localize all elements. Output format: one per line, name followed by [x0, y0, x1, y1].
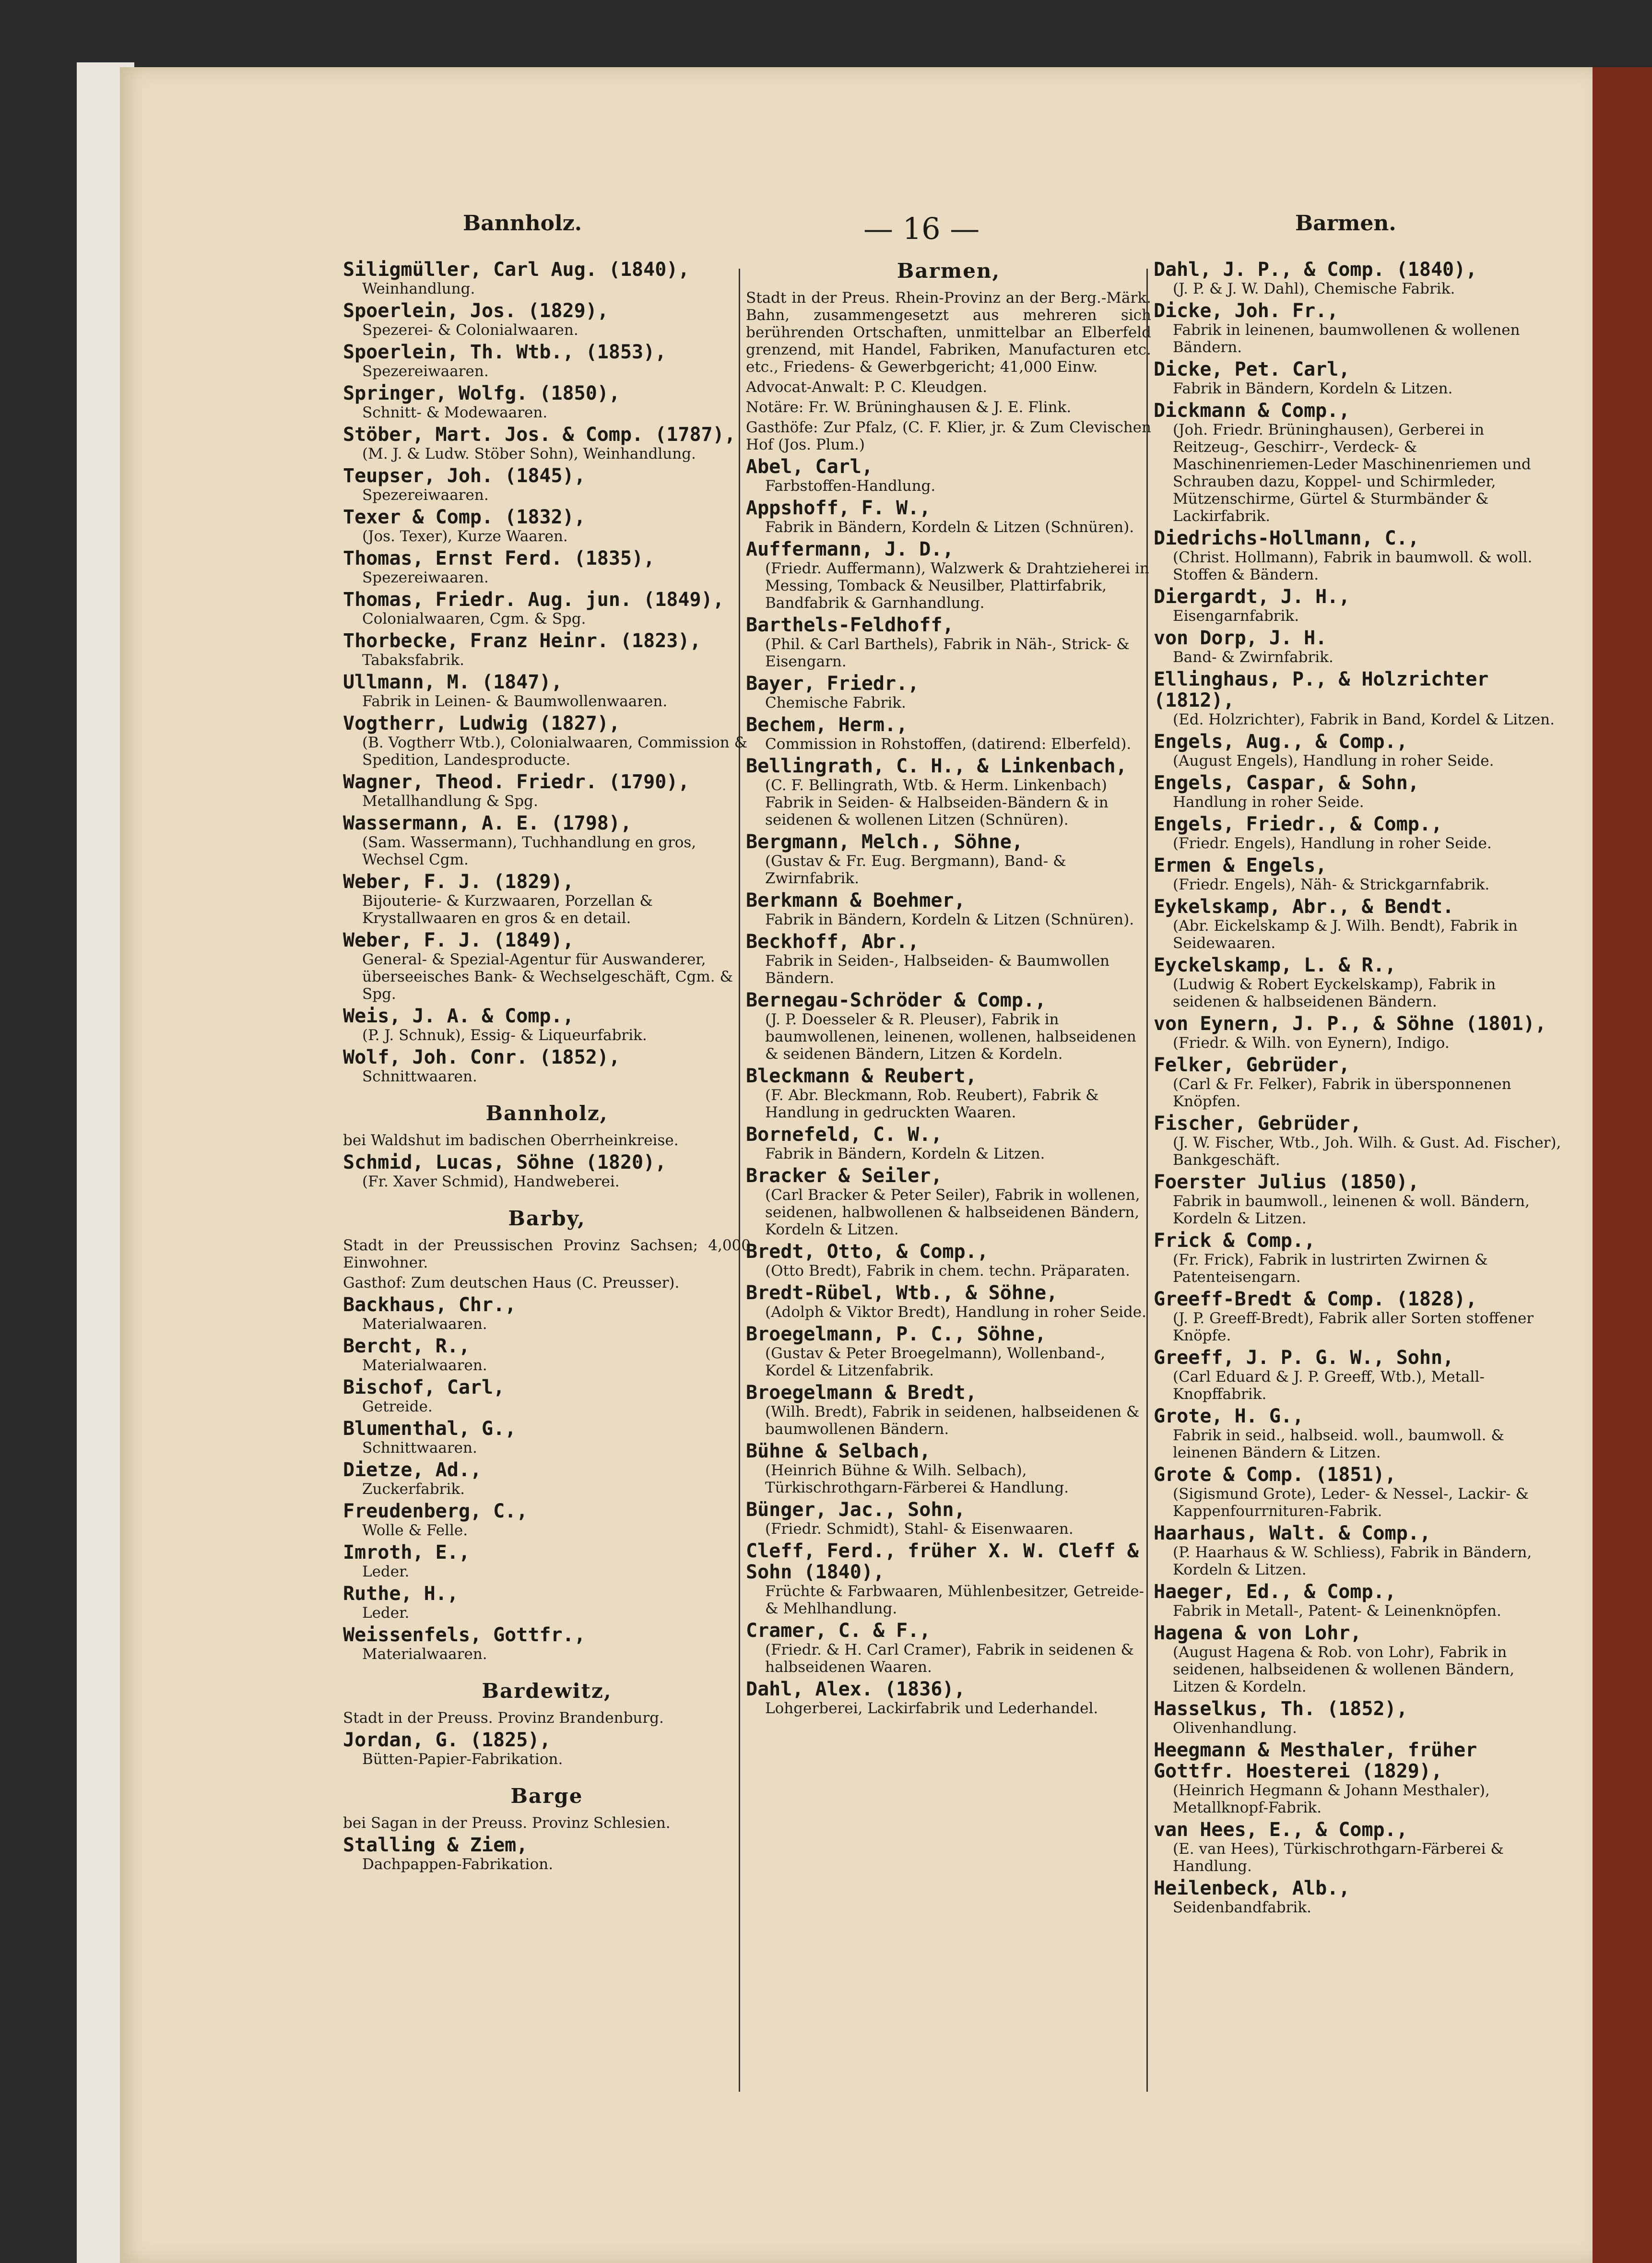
entry-description: (Carl Bracker & Peter Seiler), Fabrik in wollenen, seidenen, halbwollenen & halbseidenen Bändern, Kordeln & Litzen.	[765, 1186, 1140, 1238]
entry-description: Schnittwaaren.	[362, 1439, 477, 1457]
directory-entry	[1154, 1054, 1561, 1110]
entry-description: Wolle & Felle.	[362, 1522, 468, 1539]
entry-description: Materialwaaren.	[362, 1646, 487, 1663]
entry-name: Eyckelskamp, L. & R.,	[1154, 954, 1396, 976]
entry-name: Bergmann, Melch., Söhne,	[746, 831, 1023, 853]
entry-name: Ermen & Engels,	[1154, 854, 1327, 877]
directory-entry	[1154, 1406, 1561, 1461]
entry-name: Foerster Julius (1850),	[1154, 1171, 1419, 1193]
directory-entry	[746, 1324, 1151, 1379]
entry-name: Diergardt, J. H.,	[1154, 586, 1350, 608]
entry-description: (Christ. Hollmann), Fabrik in baumwoll. & woll. Stoffen & Bändern.	[1173, 549, 1533, 583]
entry-name: Thorbecke, Franz Heinr. (1823),	[343, 630, 701, 652]
entry-description: (F. Abr. Bleckmann, Rob. Reubert), Fabrik & Handlung in gedruckten Waaren.	[765, 1087, 1099, 1121]
entry-name: Weber, F. J. (1849),	[343, 929, 574, 951]
directory-entry	[746, 1540, 1151, 1617]
entry-name: Vogtherr, Ludwig (1827),	[343, 712, 620, 735]
entry-name: Stalling & Ziem,	[343, 1834, 528, 1856]
entry-description: Spezereiwaaren.	[362, 363, 489, 380]
entry-name: Bischof, Carl,	[343, 1376, 505, 1398]
entry-description: (Phil. & Carl Barthels), Fabrik in Näh-, Strick- & Eisengarn.	[765, 636, 1130, 670]
running-head-right: Barmen.	[1295, 211, 1396, 236]
directory-entry	[343, 1418, 751, 1457]
entry-description: (Fr. Frick), Fabrik in lustrirten Zwirnen & Patenteisengarn.	[1173, 1251, 1488, 1286]
entry-description: Farbstoffen-Handlung.	[765, 477, 936, 495]
entry-name: Felker, Gebrüder,	[1154, 1054, 1350, 1076]
column-right	[1154, 259, 1561, 1919]
entry-description: Weinhandlung.	[362, 280, 475, 297]
directory-entry	[343, 1336, 751, 1374]
directory-entry	[343, 1501, 751, 1539]
entry-description: (J. P. Greeff-Bredt), Fabrik aller Sorten stoffener Knöpfe.	[1173, 1310, 1534, 1344]
entry-description: (Joh. Friedr. Brüninghausen), Gerberei in Reitzeug-, Geschirr-, Verdeck- & Maschinenriemen-Leder Maschinenriemen und Schrauben dazu, Koppel- und Schirmleder, Mützenschirme, Gürtel & Sturmbänder & Lackirfabrik.	[1173, 421, 1531, 525]
directory-entry	[343, 342, 751, 380]
entry-name: Freudenberg, C.,	[343, 1500, 528, 1522]
entry-name: Cleff, Ferd., früher X. W. Cleff & Sohn (1840),	[746, 1540, 1139, 1583]
entry-description: Fabrik in Bändern, Kordeln & Litzen (Schnüren).	[765, 519, 1134, 536]
entry-description: (Otto Bredt), Fabrik in chem. techn. Präparaten.	[765, 1262, 1130, 1280]
entry-name: Imroth, E.,	[343, 1541, 470, 1564]
entry-description: (Carl & Fr. Felker), Fabrik in übersponnenen Knöpfen.	[1173, 1076, 1511, 1110]
directory-entry	[746, 831, 1151, 887]
entry-name: van Hees, E., & Comp.,	[1154, 1819, 1408, 1841]
entry-name: Abel, Carl,	[746, 456, 873, 478]
entry-description: (Friedr. Engels), Handlung in roher Seide.	[1173, 835, 1492, 852]
entry-name: Bornefeld, C. W.,	[746, 1124, 943, 1146]
entry-description: (Friedr. & H. Carl Cramer), Fabrik in seidenen & halbseidenen Waaren.	[765, 1641, 1134, 1676]
section-heading: Bardewitz,	[482, 1679, 612, 1703]
entry-name: Diedrichs-Hollmann, C.,	[1154, 527, 1419, 549]
entry-name: Bayer, Friedr.,	[746, 673, 920, 695]
entry-description: (J. W. Fischer, Wtb., Joh. Wilh. & Gust. Ad. Fischer), Bankgeschäft.	[1173, 1134, 1561, 1169]
directory-entry	[1154, 955, 1561, 1010]
entry-name: Frick & Comp.,	[1154, 1230, 1316, 1252]
entry-description: Chemische Fabrik.	[765, 694, 906, 711]
entry-name: Bercht, R.,	[343, 1335, 470, 1357]
directory-entry	[746, 615, 1151, 670]
place-description: bei Sagan in der Preuss. Provinz Schlesien.	[343, 1814, 671, 1832]
section-heading: Barby,	[508, 1207, 586, 1230]
entry-description: (Friedr. Schmidt), Stahl- & Eisenwaaren.	[765, 1520, 1074, 1538]
directory-entry	[1154, 896, 1561, 952]
entry-name: Bühne & Selbach,	[746, 1440, 931, 1462]
directory-entry	[746, 1679, 1151, 1717]
directory-entry	[343, 1542, 751, 1580]
entry-name: Engels, Friedr., & Comp.,	[1154, 813, 1443, 835]
directory-entry	[343, 771, 751, 810]
entry-name: Dickmann & Comp.,	[1154, 400, 1350, 422]
entry-name: von Eynern, J. P., & Söhne (1801),	[1154, 1013, 1546, 1035]
directory-entry	[1154, 1623, 1561, 1695]
place-description: Gasthof: Zum deutschen Haus (C. Preusser).	[343, 1274, 680, 1291]
entry-name: Grote, H. G.,	[1154, 1405, 1304, 1427]
entry-description: Handlung in roher Seide.	[1173, 794, 1364, 811]
directory-entry	[746, 539, 1151, 612]
entry-description: Bijouterie- & Kurzwaaren, Porzellan & Krystallwaaren en gros & en detail.	[362, 892, 653, 927]
running-head-left: Bannholz.	[463, 211, 582, 236]
section-heading: Barge	[510, 1784, 583, 1808]
entry-name: Engels, Aug., & Comp.,	[1154, 731, 1408, 753]
entry-name: Springer, Wolfg. (1850),	[343, 382, 620, 404]
entry-description: Fabrik in leinenen, baumwollenen & wollenen Bändern.	[1173, 321, 1520, 356]
directory-entry	[343, 630, 751, 669]
entry-name: Ruthe, H.,	[343, 1583, 459, 1605]
entry-name: Dicke, Joh. Fr.,	[1154, 300, 1339, 322]
entry-name: Hasselkus, Th. (1852),	[1154, 1698, 1408, 1720]
next-page-edge	[1593, 67, 1652, 2263]
entry-description: Fabrik in Seiden-, Halbseiden- & Baumwollen Bändern.	[765, 952, 1110, 987]
directory-entry	[746, 1620, 1151, 1676]
directory-entry	[1154, 772, 1561, 811]
entry-name: Blumenthal, G.,	[343, 1418, 517, 1440]
entry-description: (E. van Hees), Türkischrothgarn-Färberei & Handlung.	[1173, 1840, 1504, 1875]
entry-name: Thomas, Friedr. Aug. jun. (1849),	[343, 589, 724, 611]
entry-name: Bünger, Jac., Sohn,	[746, 1499, 966, 1521]
entry-description: (Sam. Wassermann), Tuchhandlung en gros, Wechsel Cgm.	[362, 834, 696, 868]
entry-description: Fabrik in Bändern, Kordeln & Litzen.	[1173, 380, 1453, 397]
entry-name: Hagena & von Lohr,	[1154, 1622, 1362, 1644]
entry-name: Eykelskamp, Abr., & Bendt.	[1154, 896, 1454, 918]
entry-name: Dahl, J. P., & Comp. (1840),	[1154, 259, 1477, 281]
entry-name: Broegelmann & Bredt,	[746, 1382, 977, 1404]
entry-name: Bracker & Seiler,	[746, 1165, 943, 1187]
entry-description: Dachpappen-Fabrikation.	[362, 1856, 554, 1873]
entry-name: Bernegau-Schröder & Comp.,	[746, 989, 1047, 1011]
entry-name: Greeff-Bredt & Comp. (1828),	[1154, 1288, 1477, 1310]
entry-description: (Adolph & Viktor Bredt), Handlung in roher Seide.	[765, 1303, 1147, 1321]
entry-name: Wolf, Joh. Conr. (1852),	[343, 1046, 620, 1068]
place-description: Notäre: Fr. W. Brüninghausen & J. E. Flink.	[746, 399, 1072, 416]
entry-description: Schnittwaaren.	[362, 1068, 477, 1085]
directory-entry	[343, 548, 751, 586]
directory-entry	[343, 871, 751, 927]
section-heading: Barmen,	[897, 259, 1001, 283]
directory-entry	[1154, 1347, 1561, 1403]
directory-entry	[343, 713, 751, 769]
entry-name: Auffermann, J. D.,	[746, 538, 954, 560]
entry-name: Schmid, Lucas, Söhne (1820),	[343, 1151, 667, 1173]
directory-entry	[343, 813, 751, 868]
directory-entry	[343, 1377, 751, 1415]
entry-description: (Abr. Eickelskamp & J. Wilh. Bendt), Fabrik in Seidewaaren.	[1173, 917, 1518, 952]
entry-description: (J. P. & J. W. Dahl), Chemische Fabrik.	[1173, 280, 1455, 297]
entry-name: von Dorp, J. H.	[1154, 627, 1327, 649]
directory-entry	[1154, 731, 1561, 770]
entry-description: Commission in Rohstoffen, (datirend: Elberfeld).	[765, 735, 1132, 753]
entry-name: Bellingrath, C. H., & Linkenbach,	[746, 755, 1127, 777]
directory-entry	[1154, 300, 1561, 356]
directory-entry	[746, 1124, 1151, 1162]
entry-name: Stöber, Mart. Jos. & Comp. (1787),	[343, 424, 736, 446]
entry-description: Fabrik in Metall-, Patent- & Leinenknöpfen.	[1173, 1602, 1501, 1620]
directory-entry	[746, 1382, 1151, 1438]
entry-description: Spezereiwaaren.	[362, 486, 489, 504]
directory-entry	[1154, 1819, 1561, 1875]
entry-name: Beckhoff, Abr.,	[746, 931, 920, 953]
entry-description: Leder.	[362, 1604, 410, 1622]
directory-entry	[1154, 1523, 1561, 1578]
directory-entry	[1154, 1230, 1561, 1286]
directory-entry	[343, 1047, 751, 1085]
entry-name: Broegelmann, P. C., Söhne,	[746, 1323, 1047, 1345]
entry-name: Bechem, Herm.,	[746, 714, 908, 736]
section-heading: Bannholz,	[485, 1102, 608, 1125]
entry-description: Seidenbandfabrik.	[1173, 1899, 1311, 1916]
directory-entry	[343, 672, 751, 710]
entry-description: Materialwaaren.	[362, 1357, 487, 1374]
entry-name: Bleckmann & Reubert,	[746, 1065, 977, 1087]
directory-entry	[343, 424, 751, 462]
entry-name: Thomas, Ernst Ferd. (1835),	[343, 547, 655, 569]
entry-description: (Gustav & Fr. Eug. Bergmann), Band- & Zwirnfabrik.	[765, 853, 1066, 887]
entry-name: Bredt-Rübel, Wtb., & Söhne,	[746, 1282, 1058, 1304]
directory-entry	[343, 1294, 751, 1333]
entry-name: Heegmann & Mesthaler, früher Gottfr. Hoesterei (1829),	[1154, 1739, 1477, 1782]
entry-description: (Heinrich Hegmann & Johann Mesthaler), Metallknopf-Fabrik.	[1173, 1782, 1490, 1816]
directory-entry	[343, 1835, 751, 1873]
place-description: Stadt in der Preussischen Provinz Sachsen; 4,000 Einwohner.	[343, 1237, 751, 1271]
directory-entry	[746, 931, 1151, 987]
entry-description: Olivenhandlung.	[1173, 1719, 1297, 1737]
entry-description: Eisengarnfabrik.	[1173, 607, 1299, 625]
directory-entry	[1154, 1581, 1561, 1620]
entry-name: Ellinghaus, P., & Holzrichter (1812),	[1154, 668, 1489, 711]
directory-entry	[343, 259, 751, 297]
place-description: Stadt in der Preus. Rhein-Provinz an der Berg.-Märk. Bahn, zusammengesetzt aus mehreren sich berührenden Ortschaften, unmittelbar an Elberfeld grenzend, mit Handel, Fabriken, Manufacturen etc. etc., Friedens- & Gewerbgericht; 41,000 Einw.	[746, 289, 1151, 376]
entry-name: Grote & Comp. (1851),	[1154, 1464, 1396, 1486]
directory-entry	[746, 1066, 1151, 1121]
directory-entry	[1154, 855, 1561, 893]
entry-name: Weber, F. J. (1829),	[343, 871, 574, 893]
entry-description: (August Hagena & Rob. von Lohr), Fabrik in seidenen, halbseidenen & wollenen Bändern, Litzen & Kordeln.	[1173, 1644, 1515, 1695]
entry-description: (P. Haarhaus & W. Schliess), Fabrik in Bändern, Kordeln & Litzen.	[1173, 1544, 1532, 1578]
entry-description: (Ed. Holzrichter), Fabrik in Band, Kordel & Litzen.	[1173, 711, 1555, 728]
entry-description: (P. J. Schnuk), Essig- & Liqueurfabrik.	[362, 1027, 647, 1044]
entry-description: Zuckerfabrik.	[362, 1481, 465, 1498]
entry-description: Fabrik in baumwoll., leinenen & woll. Bändern, Kordeln & Litzen.	[1173, 1193, 1530, 1227]
directory-entry	[1154, 814, 1561, 852]
entry-name: Spoerlein, Th. Wtb., (1853),	[343, 341, 667, 363]
entry-name: Dahl, Alex. (1836),	[746, 1678, 966, 1700]
entry-name: Berkmann & Boehmer,	[746, 889, 966, 912]
directory-entry	[746, 498, 1151, 536]
entry-description: General- & Spezial-Agentur für Auswanderer, überseeisches Bank- & Wechselgeschäft, Cgm. & Spg.	[362, 951, 733, 1003]
entry-description: Spezerei- & Colonialwaaren.	[362, 321, 578, 339]
entry-name: Ullmann, M. (1847),	[343, 671, 563, 693]
directory-entry	[746, 756, 1151, 829]
directory-entry	[343, 589, 751, 628]
directory-entry	[1154, 1698, 1561, 1737]
entry-description: Materialwaaren.	[362, 1315, 487, 1333]
entry-description: Metallhandlung & Spg.	[362, 793, 538, 810]
entry-description: (C. F. Bellingrath, Wtb. & Herm. Linkenbach) Fabrik in Seiden- & Halbseiden-Bändern & in seidenen & wollenen Litzen (Schnüren).	[765, 777, 1109, 829]
entry-description: (Jos. Texer), Kurze Waaren.	[362, 528, 568, 545]
place-description: Gasthöfe: Zur Pfalz, (C. F. Klier, jr. & Zum Clevischen Hof (Jos. Plum.)	[746, 419, 1151, 453]
directory-entry	[1154, 1878, 1561, 1916]
directory-entry	[1154, 1172, 1561, 1227]
entry-description: Bütten-Papier-Fabrikation.	[362, 1751, 563, 1768]
entry-description: (M. J. & Ludw. Stöber Sohn), Weinhandlung.	[362, 445, 696, 462]
directory-entry	[343, 1624, 751, 1663]
entry-name: Engels, Caspar, & Sohn,	[1154, 772, 1419, 794]
entry-description: Spezereiwaaren.	[362, 569, 489, 586]
directory-entry	[343, 383, 751, 421]
entry-description: Fabrik in seid., halbseid. woll., baumwoll. & leinenen Bändern & Litzen.	[1173, 1427, 1504, 1461]
entry-description: Fabrik in Bändern, Kordeln & Litzen.	[765, 1145, 1045, 1162]
directory-entry	[746, 1282, 1151, 1321]
directory-entry	[343, 1459, 751, 1498]
entry-description: (Fr. Xaver Schmid), Handweberei.	[362, 1173, 620, 1190]
directory-entry	[343, 1730, 751, 1768]
directory-entry	[1154, 1013, 1561, 1052]
directory-entry	[343, 507, 751, 545]
directory-entry	[746, 673, 1151, 711]
directory-entry	[746, 456, 1151, 495]
directory-entry	[343, 465, 751, 504]
entry-name: Appshoff, F. W.,	[746, 497, 931, 519]
place-description: bei Waldshut im badischen Oberrheinkreise.	[343, 1132, 679, 1149]
entry-description: Colonialwaaren, Cgm. & Spg.	[362, 610, 586, 628]
directory-entry	[343, 1006, 751, 1044]
place-description: Advocat-Anwalt: P. C. Kleudgen.	[746, 379, 988, 396]
entry-description: Lohgerberei, Lackirfabrik und Lederhandel.	[765, 1700, 1098, 1717]
entry-name: Wassermann, A. E. (1798),	[343, 812, 632, 834]
entry-description: (Heinrich Bühne & Wilh. Selbach), Türkischrothgarn-Färberei & Handlung.	[765, 1462, 1069, 1496]
directory-entry	[746, 1499, 1151, 1538]
directory-entry	[1154, 259, 1561, 297]
directory-entry	[746, 1165, 1151, 1238]
entry-name: Haeger, Ed., & Comp.,	[1154, 1581, 1396, 1603]
directory-entry	[1154, 1740, 1561, 1816]
directory-entry	[746, 714, 1151, 753]
directory-entry	[1154, 1464, 1561, 1520]
entry-description: (Wilh. Bredt), Fabrik in seidenen, halbseidenen & baumwollenen Bändern.	[765, 1403, 1140, 1438]
page-number: — 16 —	[863, 211, 980, 246]
entry-name: Barthels-Feldhoff,	[746, 614, 954, 636]
entry-description: (J. P. Doesseler & R. Pleuser), Fabrik in baumwollenen, leinenen, wollenen, halbseidenen & seidenen Bändern, Litzen & Kordeln.	[765, 1011, 1136, 1063]
directory-entry	[746, 990, 1151, 1063]
entry-description: Früchte & Farbwaaren, Mühlenbesitzer, Getreide- & Mehlhandlung.	[765, 1583, 1145, 1617]
entry-description: Tabaksfabrik.	[362, 652, 464, 669]
entry-description: Leder.	[362, 1563, 410, 1580]
entry-name: Spoerlein, Jos. (1829),	[343, 300, 609, 322]
entry-name: Jordan, G. (1825),	[343, 1729, 551, 1751]
directory-entry	[343, 1583, 751, 1622]
entry-name: Fischer, Gebrüder,	[1154, 1113, 1362, 1135]
entry-name: Greeff, J. P. G. W., Sohn,	[1154, 1347, 1454, 1369]
entry-description: (August Engels), Handlung in roher Seide.	[1173, 752, 1494, 770]
entry-name: Haarhaus, Walt. & Comp.,	[1154, 1522, 1431, 1544]
directory-entry	[1154, 528, 1561, 583]
entry-description: (Sigismund Grote), Leder- & Nessel-, Lackir- & Kappenfourrnituren-Fabrik.	[1173, 1485, 1529, 1520]
entry-name: Teupser, Joh. (1845),	[343, 465, 586, 487]
column-middle	[746, 259, 1151, 1720]
place-description: Stadt in der Preuss. Provinz Brandenburg.	[343, 1709, 664, 1727]
entry-description: (Friedr. & Wilh. von Eynern), Indigo.	[1173, 1034, 1450, 1052]
entry-name: Weis, J. A. & Comp.,	[343, 1005, 574, 1027]
directory-entry	[746, 890, 1151, 928]
entry-description: (B. Vogtherr Wtb.), Colonialwaaren, Commission & Spedition, Landesproducte.	[362, 734, 748, 769]
entry-name: Wagner, Theod. Friedr. (1790),	[343, 771, 690, 793]
directory-entry	[1154, 1113, 1561, 1169]
directory-entry	[343, 1152, 751, 1190]
directory-entry	[746, 1441, 1151, 1496]
entry-description: (Gustav & Peter Broegelmann), Wollenband-, Kordel & Litzenfabrik.	[765, 1345, 1106, 1379]
entry-description: Band- & Zwirnfabrik.	[1173, 649, 1333, 666]
directory-entry	[746, 1241, 1151, 1280]
entry-description: (Friedr. Auffermann), Walzwerk & Drahtzieherei in Messing, Tomback & Neusilber, Plattirfabrik, Bandfabrik & Garnhandlung.	[765, 560, 1149, 612]
entry-name: Weissenfels, Gottfr.,	[343, 1624, 586, 1646]
entry-name: Bredt, Otto, & Comp.,	[746, 1241, 989, 1263]
entry-description: (Friedr. Engels), Näh- & Strickgarnfabrik.	[1173, 876, 1490, 893]
directory-entry	[1154, 1289, 1561, 1344]
directory-entry	[343, 300, 751, 339]
entry-description: Schnitt- & Modewaaren.	[362, 404, 548, 421]
entry-name: Dicke, Pet. Carl,	[1154, 358, 1350, 380]
entry-description: Getreide.	[362, 1398, 433, 1415]
entry-name: Backhaus, Chr.,	[343, 1294, 517, 1316]
directory-entry	[1154, 628, 1561, 666]
entry-description: (Carl Eduard & J. P. Greeff, Wtb.), Metall-Knopffabrik.	[1173, 1368, 1485, 1403]
entry-name: Dietze, Ad.,	[343, 1459, 482, 1481]
directory-entry	[1154, 669, 1561, 728]
entry-description: Fabrik in Leinen- & Baumwollenwaaren.	[362, 693, 668, 710]
entry-name: Heilenbeck, Alb.,	[1154, 1877, 1350, 1899]
directory-entry	[343, 930, 751, 1003]
entry-description: (Ludwig & Robert Eyckelskamp), Fabrik in seidenen & halbseidenen Bändern.	[1173, 976, 1496, 1010]
column-left	[343, 259, 751, 1876]
entry-description: Fabrik in Bändern, Kordeln & Litzen (Schnüren).	[765, 911, 1134, 928]
entry-name: Texer & Comp. (1832),	[343, 506, 586, 528]
directory-entry	[1154, 400, 1561, 525]
entry-name: Cramer, C. & F.,	[746, 1620, 931, 1642]
directory-entry	[1154, 359, 1561, 397]
directory-entry	[1154, 586, 1561, 625]
entry-name: Siligmüller, Carl Aug. (1840),	[343, 259, 690, 281]
